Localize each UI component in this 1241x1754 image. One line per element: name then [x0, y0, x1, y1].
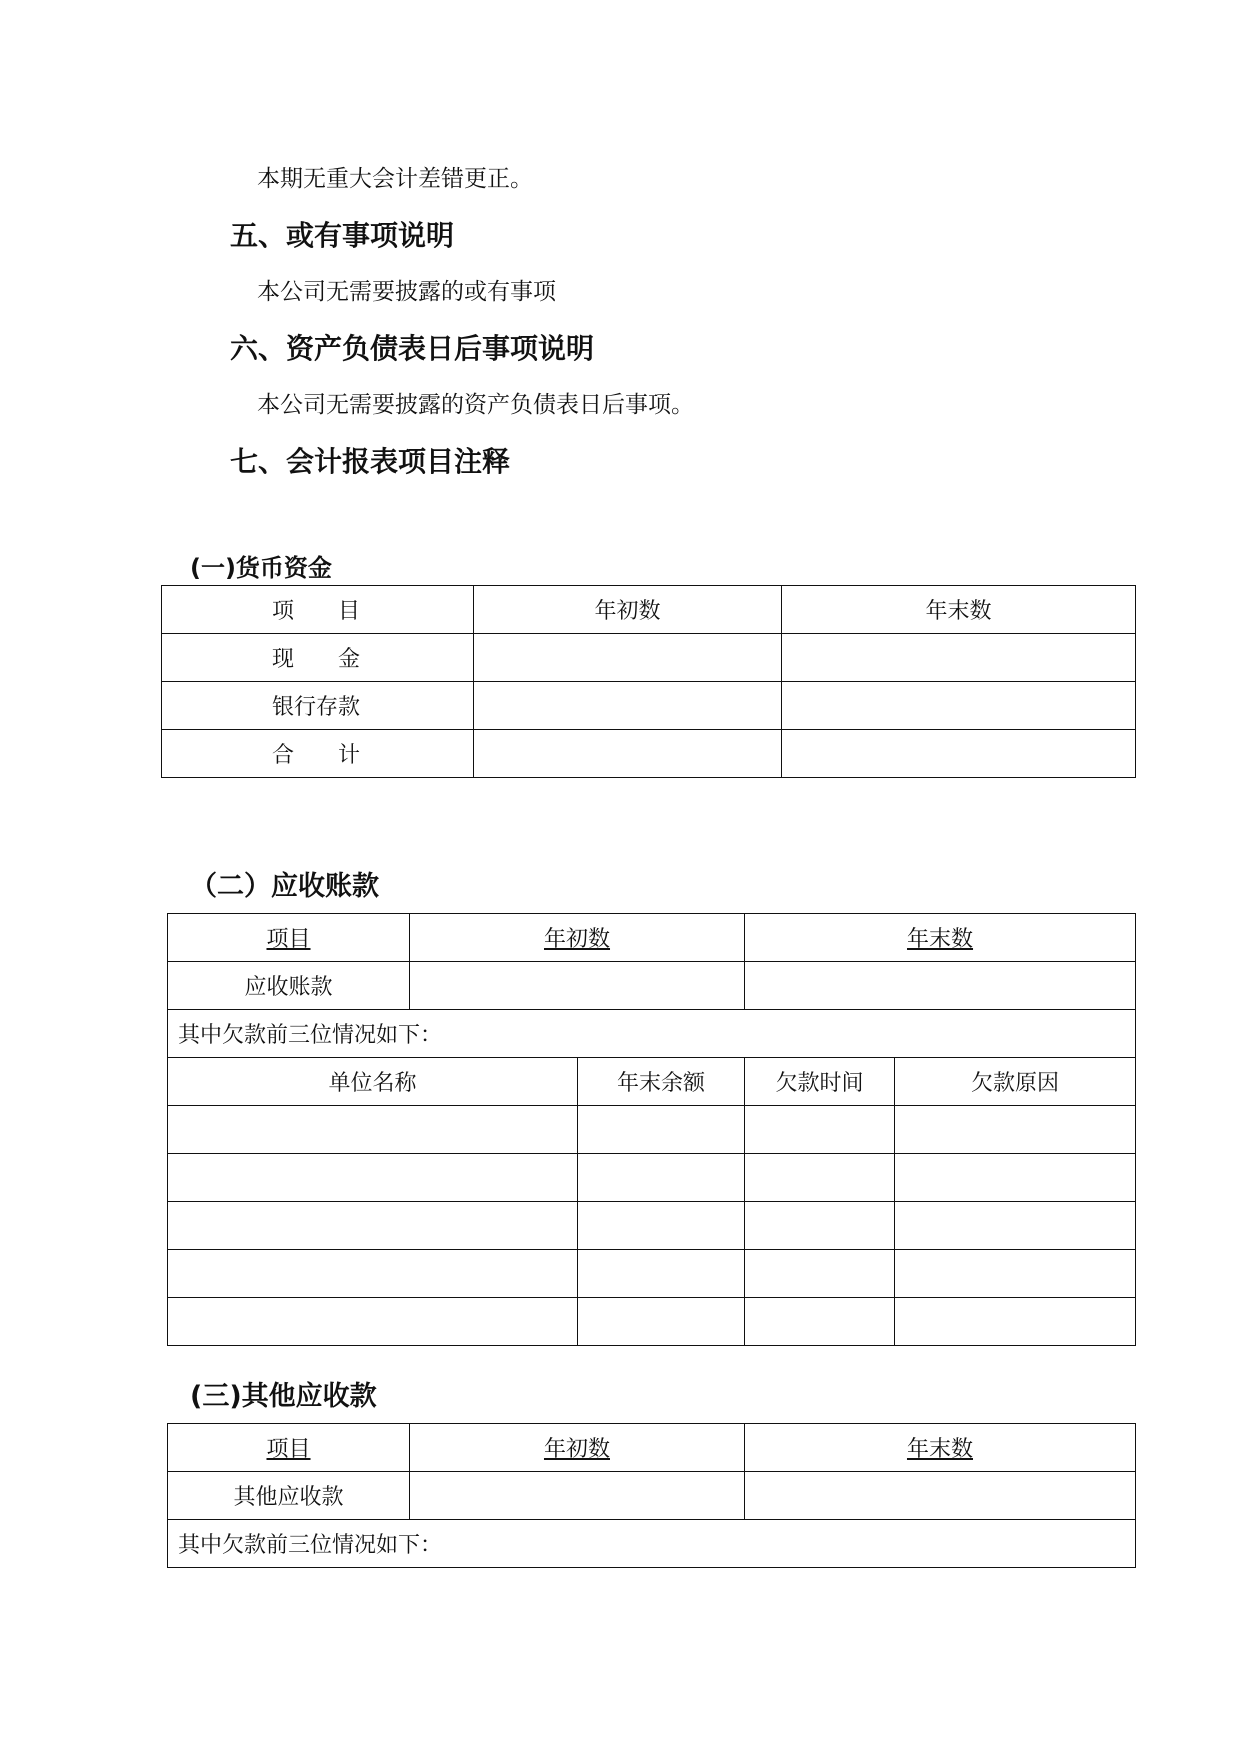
table-header-row — [162, 586, 1136, 634]
cell-end-year — [782, 682, 1136, 730]
header-debt-time: 欠款时间 — [745, 1058, 895, 1106]
cell-end-year — [745, 1472, 1136, 1520]
table-row — [168, 1298, 1136, 1346]
table-cell — [745, 1298, 895, 1346]
table-cell — [168, 1298, 578, 1346]
receivables-section-title: （二）应收账款 — [190, 871, 379, 902]
table-cell — [745, 1106, 895, 1154]
cell-end-year — [782, 730, 1136, 778]
cell-begin-year — [474, 634, 782, 682]
table-row — [168, 1106, 1136, 1154]
table-cell — [745, 1202, 895, 1250]
header-begin-year: 年初数 — [410, 1424, 745, 1472]
table-row — [168, 1010, 1136, 1058]
header-end-year: 年末数 — [782, 586, 1136, 634]
cell-begin-year — [410, 1472, 745, 1520]
row-label-accounts-receivable: 应收账款 — [168, 962, 410, 1010]
table-cell — [168, 1202, 578, 1250]
top-debtors-note: 其中欠款前三位情况如下： — [168, 1010, 1136, 1058]
table-cell — [578, 1106, 745, 1154]
table-row — [162, 634, 1136, 682]
cell-begin-year — [474, 682, 782, 730]
cell-begin-year — [474, 730, 782, 778]
cell-begin-year — [410, 962, 745, 1010]
table-row — [168, 1472, 1136, 1520]
header-begin-year: 年初数 — [410, 914, 745, 962]
header-begin-year: 年初数 — [474, 586, 782, 634]
table-row — [162, 682, 1136, 730]
receivables-table — [167, 913, 1136, 1346]
table-row — [168, 1154, 1136, 1202]
table-cell — [168, 1154, 578, 1202]
paragraph-no-error-correction: 本期无重大会计差错更正。 — [257, 166, 533, 192]
header-unit-name: 单位名称 — [168, 1058, 578, 1106]
cell-end-year — [782, 634, 1136, 682]
paragraph-no-subsequent-events: 本公司无需要披露的资产负债表日后事项。 — [257, 392, 694, 418]
table-cell — [578, 1202, 745, 1250]
table-cell — [578, 1298, 745, 1346]
header-item: 项目 — [168, 1424, 410, 1472]
heading-contingencies: 五、或有事项说明 — [230, 219, 455, 252]
table-row — [168, 1202, 1136, 1250]
table-cell — [745, 1154, 895, 1202]
table-row — [162, 730, 1136, 778]
row-label-total: 合 计 — [162, 730, 474, 778]
table-cell — [168, 1106, 578, 1154]
row-label-other-receivables: 其他应收款 — [168, 1472, 410, 1520]
header-item: 项 目 — [162, 586, 474, 634]
cell-end-year — [745, 962, 1136, 1010]
table-row — [168, 1520, 1136, 1568]
table-header-row — [168, 914, 1136, 962]
table-cell — [895, 1202, 1136, 1250]
other-receivables-table — [167, 1423, 1136, 1568]
header-end-year: 年末数 — [745, 914, 1136, 962]
table-cell — [745, 1250, 895, 1298]
table-cell — [578, 1250, 745, 1298]
header-end-year: 年末数 — [745, 1424, 1136, 1472]
row-label-bank-deposit: 银行存款 — [162, 682, 474, 730]
row-label-cash: 现 金 — [162, 634, 474, 682]
cash-table — [161, 585, 1136, 778]
table-cell — [895, 1154, 1136, 1202]
top-debtors-note: 其中欠款前三位情况如下： — [168, 1520, 1136, 1568]
heading-statement-notes: 七、会计报表项目注释 — [230, 445, 511, 478]
table-cell — [895, 1298, 1136, 1346]
header-year-end-balance: 年末余额 — [578, 1058, 745, 1106]
header-debt-reason: 欠款原因 — [895, 1058, 1136, 1106]
table-header-row — [168, 1058, 1136, 1106]
header-item: 项目 — [168, 914, 410, 962]
table-cell — [168, 1250, 578, 1298]
cash-section-title: (一)货币资金 — [190, 554, 332, 582]
heading-subsequent-events: 六、资产负债表日后事项说明 — [230, 332, 595, 365]
paragraph-no-contingencies: 本公司无需要披露的或有事项 — [257, 279, 556, 305]
table-header-row — [168, 1424, 1136, 1472]
table-cell — [895, 1250, 1136, 1298]
table-row — [168, 962, 1136, 1010]
table-cell — [895, 1106, 1136, 1154]
table-cell — [578, 1154, 745, 1202]
other-receivables-section-title: (三)其他应收款 — [190, 1381, 377, 1412]
table-row — [168, 1250, 1136, 1298]
